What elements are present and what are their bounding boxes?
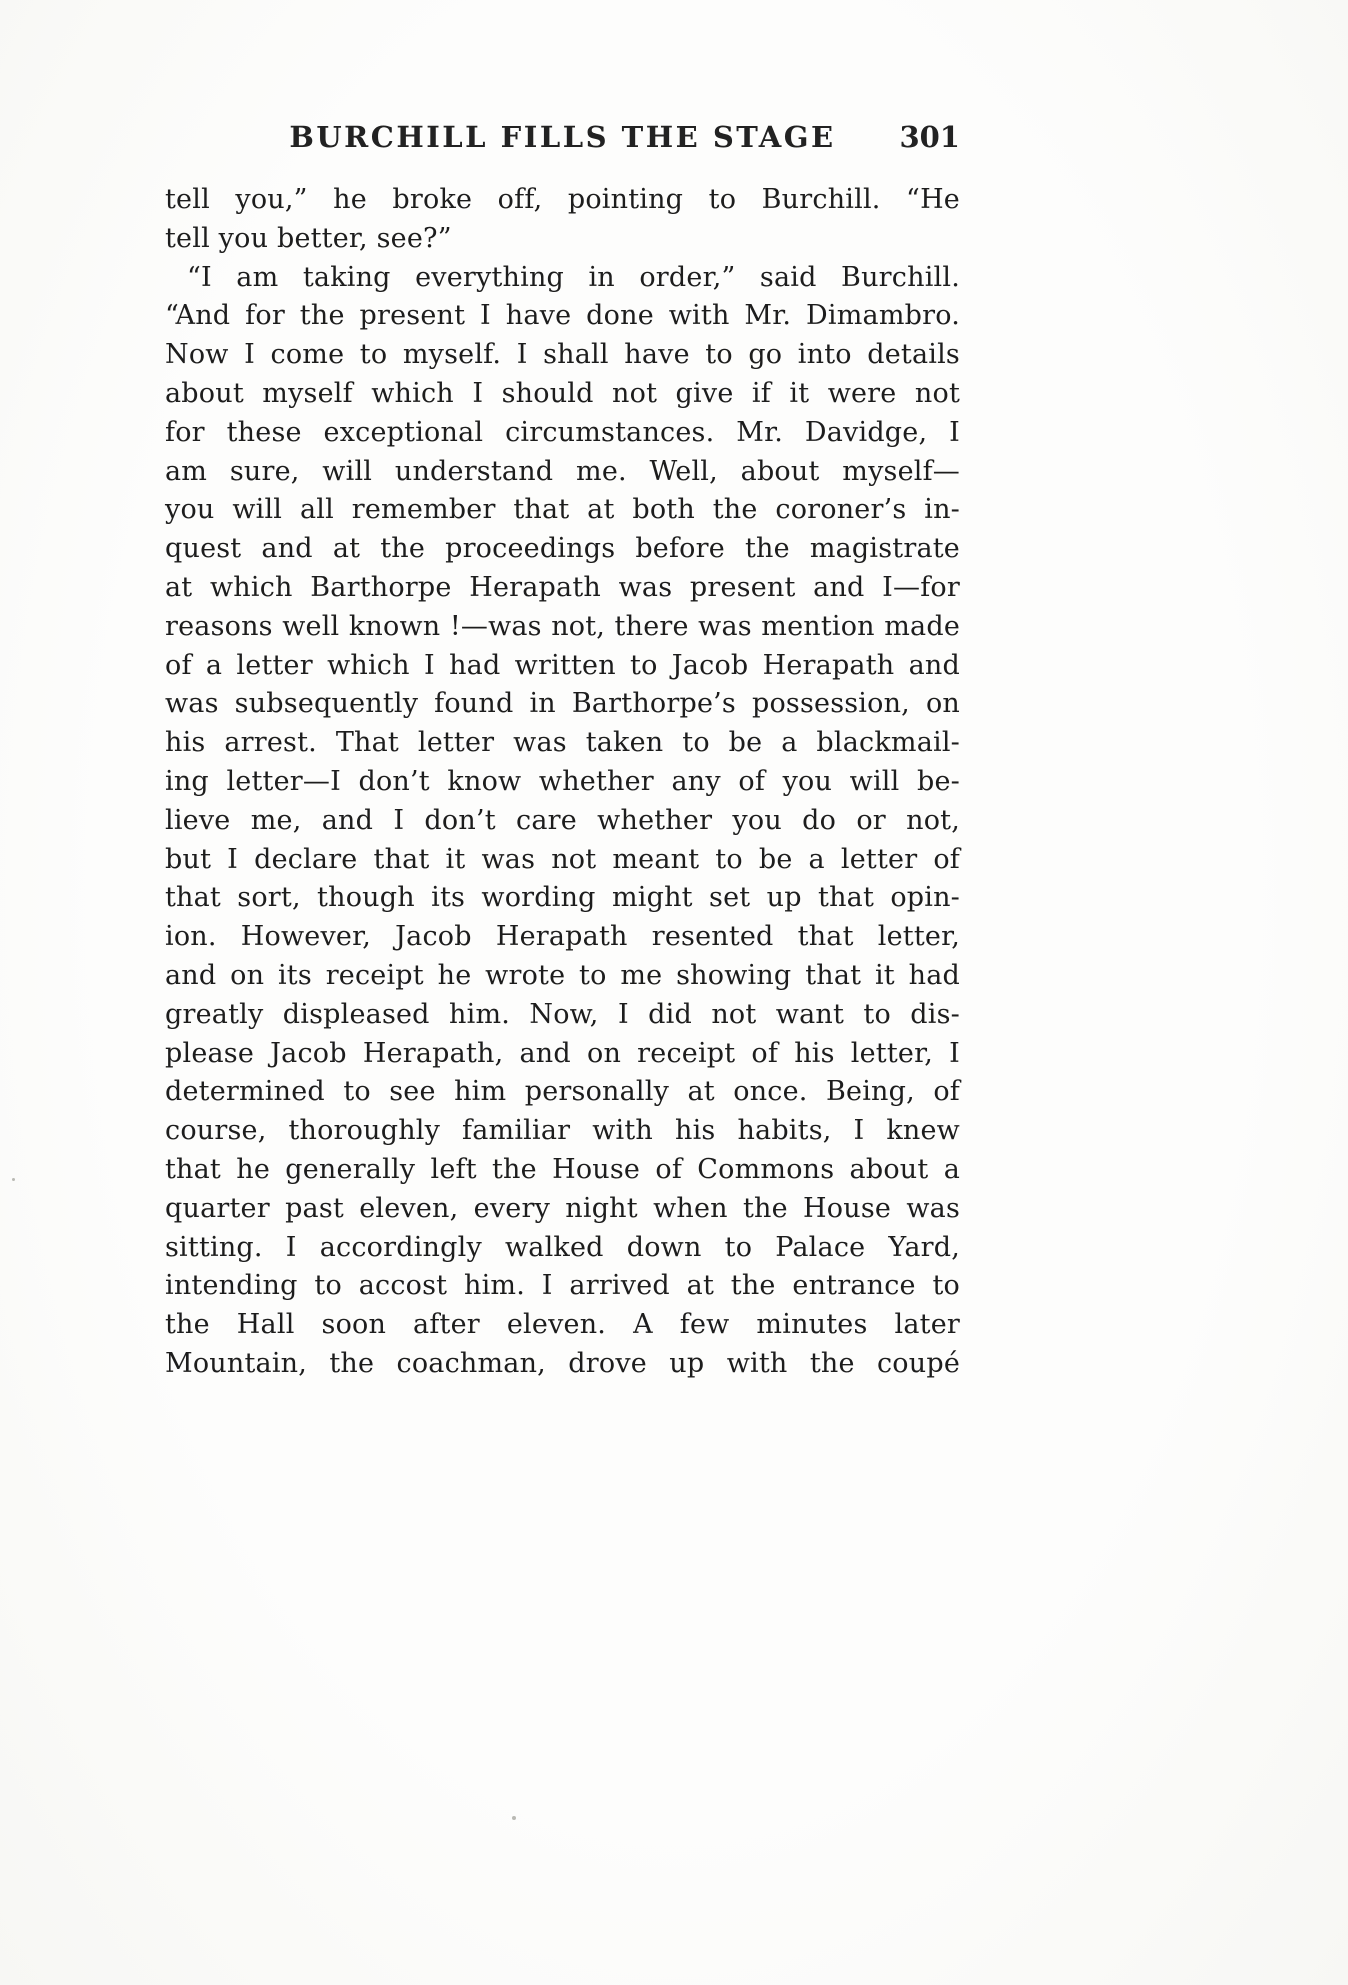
text-line: am sure, will understand me. Well, about myself— (165, 455, 960, 487)
running-header (165, 120, 960, 160)
text-line: that sort, though its wording might set up that opin- (165, 882, 960, 914)
text-line: at which Barthorpe Herapath was present and I—for (165, 571, 960, 603)
text-line: for these exceptional circumstances. Mr. Davidge, I (165, 416, 960, 448)
text-line: reasons well known !—was not, there was mention made (165, 610, 960, 642)
text-line: you will all remember that at both the coroner’s in- (165, 494, 960, 526)
text-line: about myself which I should not give if it were not (165, 377, 960, 409)
text-line: the Hall soon after eleven. A few minutes later (165, 1309, 960, 1341)
page-body (165, 181, 960, 1384)
text-line: course, thoroughly familiar with his habits, I knew (165, 1115, 960, 1147)
text-line: his arrest. That letter was taken to be a blackmail- (165, 727, 960, 759)
text-line: ing letter—I don’t know whether any of you will be- (165, 765, 960, 797)
text-line: that he generally left the House of Commons about a (165, 1153, 960, 1185)
text-line: Now I come to myself. I shall have to go into details (165, 339, 960, 371)
text-line: tell you,” he broke off, pointing to Burchill. “He (165, 184, 960, 215)
text-line: and on its receipt he wrote to me showing that it had (165, 959, 960, 991)
text-line: of a letter which I had written to Jacob Herapath and (165, 649, 960, 681)
text-line: “And for the present I have done with Mr. Dimambro. (165, 300, 960, 332)
text-line: greatly displeased him. Now, I did not want to dis- (165, 998, 960, 1030)
text-line: ion. However, Jacob Herapath resented that letter, (165, 921, 960, 953)
text-line: intending to accost him. I arrived at the entrance to (165, 1270, 960, 1302)
text-line: quarter past eleven, every night when the House was (165, 1192, 960, 1224)
text-line: sitting. I accordingly walked down to Palace Yard, (165, 1231, 960, 1263)
text-line: “I am taking everything in order,” said Burchill. (187, 261, 960, 293)
chapter-title: BURCHILL FILLS THE STAGE (289, 120, 836, 154)
text-line: was subsequently found in Barthorpe’s possession, on (165, 688, 960, 720)
scan-speck (12, 1178, 15, 1181)
page-number: 301 (899, 120, 960, 154)
scan-speck (512, 1816, 516, 1820)
text-line: please Jacob Herapath, and on receipt of his letter, I (165, 1037, 960, 1069)
text-line: but I declare that it was not meant to be a letter of (165, 843, 960, 875)
text-line: quest and at the proceedings before the magistrate (165, 533, 960, 565)
text-line: lieve me, and I don’t care whether you do or not, (165, 804, 960, 836)
text-line: Mountain, the coachman, drove up with the coupé (165, 1347, 960, 1379)
text-line: tell you better, see?” (165, 222, 452, 254)
text-line: determined to see him personally at once. Being, of (165, 1076, 960, 1108)
